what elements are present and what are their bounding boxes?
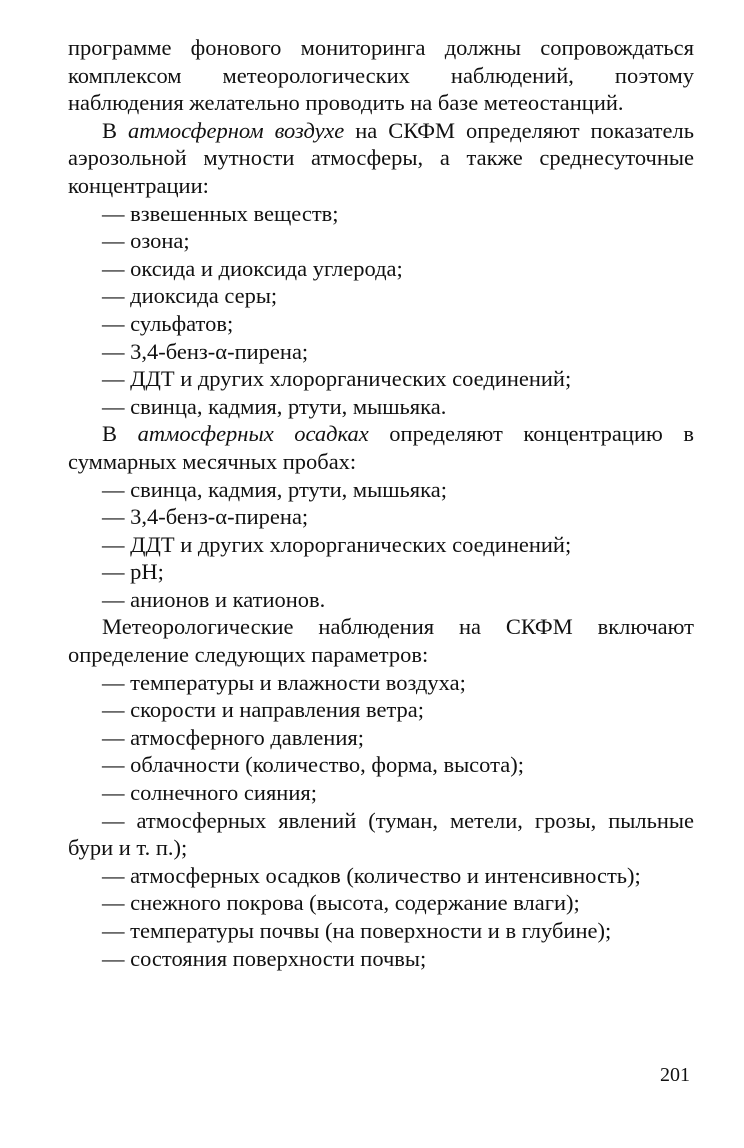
list-item: — диоксида серы;	[102, 283, 278, 309]
list-item: — снежного покрова (высота, содержание влаги);	[102, 890, 580, 916]
list-item: — скорости и направления ветра;	[102, 697, 425, 723]
list-item: — свинца, кадмия, ртути, мышьяка.	[102, 393, 447, 419]
emphasis-atmospheric-air: атмосферном воздухе	[127, 117, 345, 143]
list-item: — оксида и диоксида углерода;	[102, 255, 403, 281]
list-item: — атмосферного давления;	[102, 724, 364, 750]
list-item: — озона;	[102, 228, 190, 254]
list-item: — pH;	[102, 559, 164, 585]
emphasis-precipitation: атмосферных осадках	[137, 421, 369, 447]
paragraph-precipitation: В атмосферных осадках определяют концентрацию в суммарных месячных пробах:	[68, 421, 694, 474]
body-text	[68, 34, 694, 972]
paragraph-atmospheric-air: В атмосферном воздухе на СКФМ определяют показатель аэрозольной мутности атмосферы, а также среднесуточные концентрации:	[68, 117, 694, 198]
list-item: — состояния поверхности почвы;	[102, 945, 427, 971]
list-item: — 3,4-бенз-α-пирена;	[102, 504, 309, 530]
list-item: — ДДТ и других хлорорганических соединений;	[102, 366, 572, 392]
list-item: — солнечного сияния;	[102, 780, 317, 806]
list-item: — температуры почвы (на поверхности и в глубине);	[102, 918, 612, 943]
list-item: — атмосферных явлений (туман, метели, грозы, пыльные бури и т. п.);	[68, 807, 694, 861]
list-item: — 3,4-бенз-α-пирена;	[102, 338, 309, 364]
list-item: — свинца, кадмия, ртути, мышьяка;	[102, 476, 447, 502]
list-item: — ДДТ и других хлорорганических соединений;	[102, 531, 572, 557]
paragraph-meteorological: Метеорологические наблюдения на СКФМ включают определение следующих параметров:	[68, 614, 694, 668]
paragraph-intro: программе фонового мониторинга должны сопровождаться комплексом метеорологических наблюдений, поэтому наблюдения желательно проводить на базе метеостанций.	[68, 35, 694, 116]
page-number: 201	[660, 1064, 690, 1086]
list-item: — атмосферных осадков (количество и интенсивность);	[102, 862, 641, 888]
list-item: — взвешенных веществ;	[102, 200, 339, 226]
list-item: — анионов и катионов.	[102, 586, 326, 612]
list-item: — облачности (количество, форма, высота);	[102, 752, 524, 778]
list-item: — сульфатов;	[102, 310, 234, 336]
list-item: — температуры и влажности воздуха;	[102, 669, 466, 695]
